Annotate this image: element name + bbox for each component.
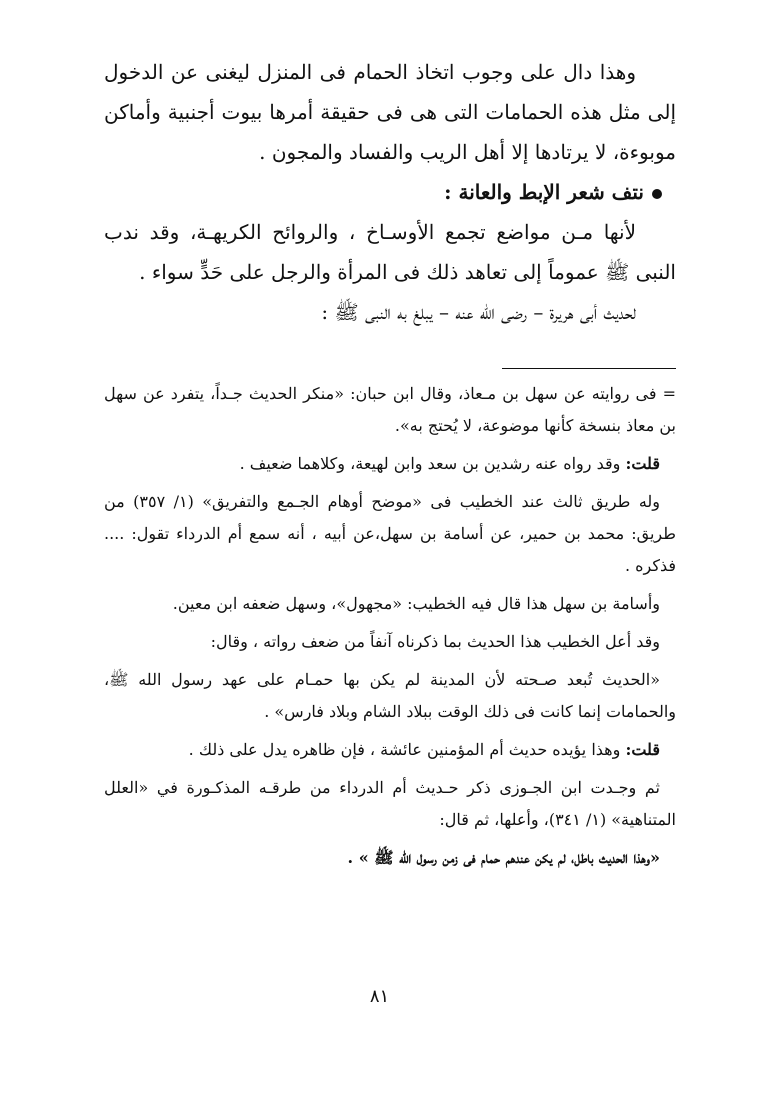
- footnote-2-label: قلت:: [625, 454, 660, 473]
- footnote-7-text: وهذا يؤيده حديث أم المؤمنين عائشة ، فإن ظاهره يدل على ذلك .: [188, 740, 626, 759]
- footnote-6: «الحديث تُبعد صـحته لأن المدينة لم يكن بها حمـام على عهد رسول الله ﷺ، والحمامات إنما كانت فى ذلك الوقت ببلاد الشام وبلاد فارس» .: [104, 670, 676, 721]
- paragraph-3: لحديث أبى هريرة – رضى الله عنه – يبلغ به النبى ﷺ :: [321, 300, 636, 324]
- footnote-2: [104, 448, 676, 480]
- section-heading-text: نتف شعر الإبط والعانة :: [444, 180, 644, 204]
- footnote-4: وأسامة بن سهل هذا قال فيه الخطيب: «مجهول»، وسهل ضعفه ابن معين.: [172, 594, 660, 613]
- paragraph-1: وهذا دال على وجوب اتخاذ الحمام فى المنزل ليغنى عن الدخول إلى مثل هذه الحمامات التى هى فى حقيقة أمرها بيوت أجنبية وأماكن موبوءة، لا يرتادها إلا أهل الريب والفساد والمجون .: [104, 60, 676, 164]
- footnote-3: وله طريق ثالث عند الخطيب فى «موضح أوهام الجـمع والتفريق» (١/ ٣٥٧) من طريق: محمد بن حمير، عن أسامة بن سهل،عن أبيه ، أنه سمع أم الدرداء تقول: .... فذكره .: [104, 492, 676, 575]
- main-text: [104, 52, 676, 332]
- page-number: ٨١: [369, 986, 390, 1007]
- footnote-8: ثم وجـدت ابن الجـوزى ذكر حـديث أم الدرداء من طرقـه المذكـورة في «العلل المتناهية» (١/ ٣٤١)، وأعلها، ثم قال:: [104, 778, 676, 829]
- footnote-1: = فى روايته عن سهل بن مـعاذ، وقال ابن حبان: «منكر الحديث جـداً، يتفرد عن سهل بن معاذ بنسخة كأنها موضوعة، لا يُحتج به».: [104, 384, 676, 435]
- footnote-9: «وهذا الحديث باطل، لم يكن عندهم حمام فى زمن رسول الله ﷺ » .: [347, 848, 660, 867]
- section-heading: [104, 172, 676, 212]
- bullet-icon: [652, 189, 662, 199]
- footnote-7: [104, 734, 676, 766]
- footnote-divider: [502, 368, 676, 369]
- footnote-5: وقد أعل الخطيب هذا الحديث بما ذكرناه آنفاً من ضعف رواته ، وقال:: [210, 632, 660, 651]
- footnotes: [104, 378, 676, 880]
- footnote-7-label: قلت:: [625, 740, 660, 759]
- footnote-2-text: وقد رواه عنه رشدين بن سعد وابن لهيعة، وكلاهما ضعيف .: [239, 454, 626, 473]
- paragraph-2: لأنها مـن مواضع تجمع الأوسـاخ ، والروائح الكريهـة، وقد ندب النبى ﷺ عموماً إلى تعاهد ذلك فى المرأة والرجل على حَدٍّ سواء .: [104, 220, 676, 284]
